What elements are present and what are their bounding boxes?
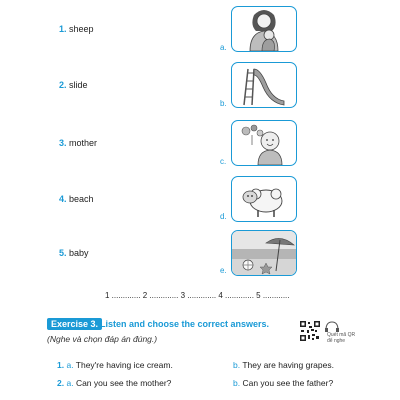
question-1-option-a[interactable]: 1. a. They're having ice cream. xyxy=(57,360,173,370)
exercise-3-tag: Exercise 3. xyxy=(47,318,102,330)
picture-letter-a: a. xyxy=(220,43,227,52)
sheep-picture xyxy=(231,176,297,222)
picture-letter-b: b. xyxy=(220,99,227,108)
picture-letter-e: e. xyxy=(220,266,227,275)
picture-letter-d: d. xyxy=(220,212,227,221)
beach-picture xyxy=(231,230,297,276)
word-item-3: 3. mother xyxy=(59,138,98,148)
answer-blanks-line[interactable]: 1 ............. 2 ............. 3 ............. 4 ............. 5 ............ xyxy=(105,291,290,300)
question-1-option-b[interactable]: b. They are having grapes. xyxy=(233,360,334,370)
word-item-2: 2. slide xyxy=(59,80,88,90)
qr-label: Quét mã QR để nghe xyxy=(327,332,356,344)
exercise-3-title: Listen and choose the correct answers. xyxy=(100,319,270,329)
exercise-3-subtitle: (Nghe và chọn đáp án đúng.) xyxy=(47,334,158,344)
qr-code[interactable] xyxy=(300,321,320,341)
picture-letter-c: c. xyxy=(220,157,227,166)
question-2-option-a[interactable]: 2. a. Can you see the mother? xyxy=(57,378,172,388)
word-item-5: 5. baby xyxy=(59,248,89,258)
word-item-4: 4. beach xyxy=(59,194,94,204)
question-2-option-b[interactable]: b. Can you see the father? xyxy=(233,378,334,388)
word-item-1: 1. sheep xyxy=(59,24,94,34)
mother-and-child-picture xyxy=(231,6,297,52)
slide-picture xyxy=(231,62,297,108)
baby-picture xyxy=(231,120,297,166)
